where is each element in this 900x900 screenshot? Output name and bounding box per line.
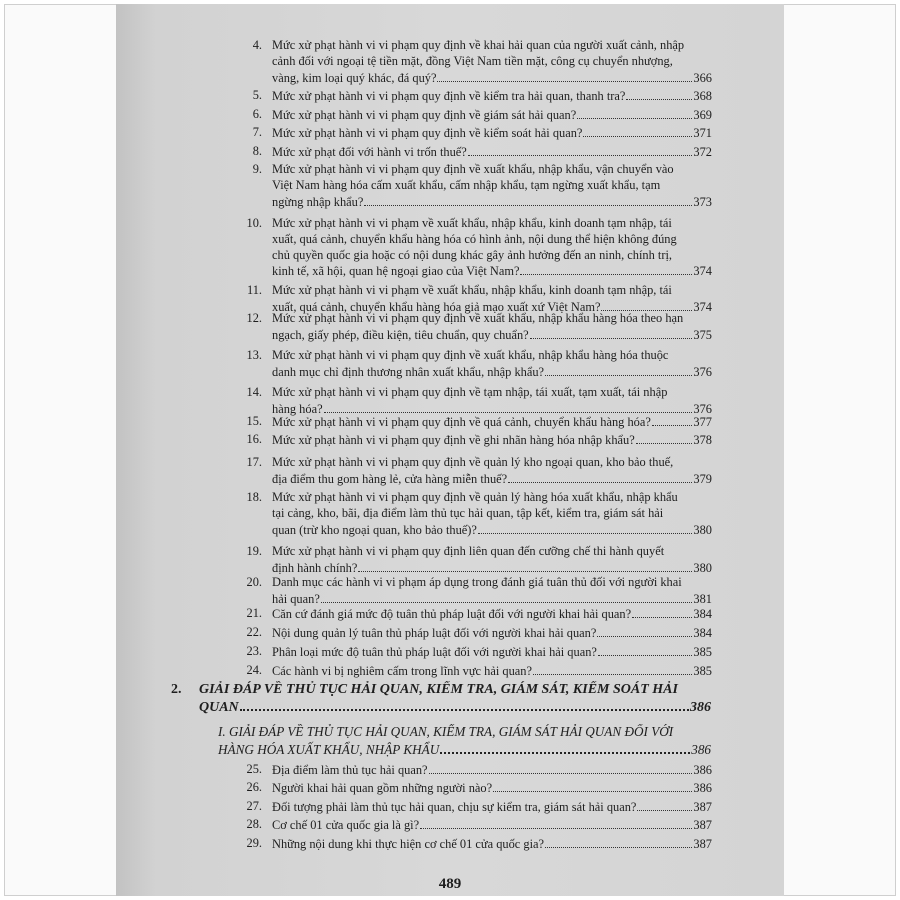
entry-line: Những nội dung khi thực hiện cơ chế 01 cửa quốc gia? — [272, 837, 545, 851]
entry-line: Mức xử phạt hành vi vi phạm quy định về xuất khẩu, nhập khẩu hàng hóa theo hạn — [272, 311, 684, 325]
dot-leader — [637, 799, 692, 811]
book-page — [116, 4, 784, 896]
entry-page: 385 — [693, 645, 712, 659]
entry-line: kinh tế, xã hội, quan hệ ngoại giao của Việt Nam? — [272, 264, 520, 279]
entry-last-line — [272, 70, 712, 86]
entry-last-line — [218, 741, 711, 758]
entry-text — [272, 125, 712, 141]
entry-text — [272, 216, 712, 279]
entry-line: chủ quyền quốc gia hoặc có nội dung khác gây ảnh hưởng đến an ninh, chính trị, — [272, 247, 673, 262]
entry-page: 384 — [693, 607, 712, 621]
entry-last-line — [272, 560, 712, 576]
entry-number: 18. — [246, 490, 262, 504]
entry-text — [272, 144, 712, 160]
entry-text — [272, 432, 712, 448]
dot-leader — [583, 125, 692, 137]
entry-number: 24. — [246, 663, 262, 677]
entry-last-line — [272, 522, 712, 538]
entry-text — [272, 490, 712, 537]
entry-text — [218, 724, 711, 757]
entry-line: Mức xử phạt hành vi vi phạm quy định về kiểm soát hải quan? — [272, 126, 583, 140]
entry-line: QUAN — [199, 700, 239, 715]
entry-text — [199, 681, 711, 715]
entry-line: cảnh đối với ngoại tệ tiền mặt, đồng Việt Nam tiền mặt, công cụ chuyển nhượng, — [272, 53, 673, 68]
entry-page: 386 — [693, 763, 712, 777]
dot-leader — [533, 663, 692, 675]
entry-line: HÀNG HÓA XUẤT KHẨU, NHẬP KHẨU — [218, 741, 440, 757]
entry-last-line — [272, 799, 712, 815]
dot-leader — [601, 299, 692, 311]
entry-number: 21. — [246, 606, 262, 620]
dot-leader — [597, 625, 692, 637]
entry-line: Mức xử phạt hành vi vi phạm quy định về giám sát hải quan? — [272, 108, 577, 122]
dot-leader — [632, 606, 692, 618]
entry-number: 16. — [246, 432, 262, 446]
entry-page: 377 — [693, 415, 712, 429]
dot-leader — [626, 88, 692, 100]
entry-line: Người khai hải quan gồm những người nào? — [272, 781, 493, 795]
entry-last-line — [272, 762, 712, 778]
entry-text — [272, 385, 712, 417]
entry-last-line — [272, 625, 712, 641]
entry-number: 12. — [246, 311, 262, 325]
entry-number: 2. — [171, 682, 182, 697]
entry-number: 6. — [252, 107, 262, 121]
dot-leader — [240, 698, 689, 711]
entry-line: Mức xử phạt hành vi vi phạm quy định về tạm nhập, tái xuất, tạm xuất, tái nhập — [272, 385, 668, 399]
dot-leader — [545, 364, 692, 376]
entry-line: địa điểm thu gom hàng lẻ, cửa hàng miễn thuế? — [272, 471, 508, 486]
entry-line: ngạch, giấy phép, điều kiện, tiêu chuẩn, quy chuẩn? — [272, 327, 529, 342]
entry-number: 25. — [246, 762, 262, 776]
entry-page: 379 — [693, 471, 712, 486]
dot-leader — [577, 107, 692, 119]
entry-page: 385 — [693, 664, 712, 678]
entry-last-line — [272, 817, 712, 833]
entry-page: 380 — [693, 522, 712, 537]
entry-number: 26. — [246, 780, 262, 794]
entry-line: Nội dung quản lý tuân thủ pháp luật đối với người khai hải quan? — [272, 626, 597, 640]
entry-page: 387 — [693, 800, 712, 814]
dot-leader — [321, 591, 693, 603]
entry-line: Mức xử phạt hành vi vi phạm quy định về quá cảnh, chuyển khẩu hàng hóa? — [272, 415, 651, 429]
entry-text — [272, 575, 712, 607]
entry-text — [272, 283, 712, 315]
entry-text — [272, 762, 712, 778]
dot-leader — [478, 522, 692, 534]
entry-line: Cơ chế 01 cửa quốc gia là gì? — [272, 818, 420, 832]
entry-last-line — [199, 698, 711, 715]
entry-page: 381 — [693, 591, 712, 606]
dot-leader — [545, 836, 692, 848]
entry-number: 20. — [246, 575, 262, 589]
entry-line: Mức xử phạt hành vi vi phạm về xuất khẩu, nhập khẩu, kinh doanh tạm nhập, tái — [272, 216, 672, 230]
entry-text — [272, 644, 712, 660]
entry-line: Địa điểm làm thủ tục hải quan? — [272, 763, 428, 777]
page-number: 489 — [438, 876, 462, 892]
entry-number: 13. — [246, 348, 262, 362]
entry-text — [272, 162, 712, 209]
entry-line: Căn cứ đánh giá mức độ tuân thủ pháp luật đối với người khai hải quan? — [272, 607, 632, 621]
entry-number: 22. — [246, 625, 262, 639]
entry-line: Mức xử phạt hành vi vi phạm quy định về khai hải quan của người xuất cảnh, nhập — [272, 38, 685, 52]
entry-text — [272, 606, 712, 622]
entry-last-line — [272, 780, 712, 796]
entry-line: Mức xử phạt hành vi vi phạm quy định về kiểm tra hải quan, thanh tra? — [272, 89, 626, 103]
entry-line: tại cảng, kho, bãi, địa điểm làm thủ tục hải quan, tập kết, kiểm tra, giám sát hải — [272, 505, 664, 520]
entry-page: 384 — [693, 626, 712, 640]
entry-line: Mức xử phạt hành vi vi phạm quy định về quản lý kho ngoại quan, kho bảo thuế, — [272, 455, 674, 469]
entry-last-line — [272, 125, 712, 141]
entry-text — [272, 455, 712, 487]
entry-page: 372 — [693, 145, 712, 159]
dot-leader — [429, 762, 693, 774]
entry-number: 11. — [246, 283, 262, 297]
entry-text — [272, 817, 712, 833]
entry-number: 14. — [246, 385, 262, 399]
entry-line: Việt Nam hàng hóa cấm xuất khẩu, cấm nhập khẩu, tạm ngừng xuất khẩu, tạm — [272, 177, 661, 192]
entry-text — [272, 311, 712, 343]
entry-line: danh mục chỉ định thương nhân xuất khẩu, nhập khẩu? — [272, 364, 545, 379]
entry-line: ngừng nhập khẩu? — [272, 194, 364, 209]
entry-page: 376 — [693, 364, 712, 379]
entry-line: Mức xử phạt hành vi vi phạm quy định về ghi nhãn hàng hóa nhập khẩu? — [272, 433, 635, 447]
entry-number: 27. — [246, 799, 262, 813]
entry-line: định hành chính? — [272, 560, 358, 575]
dot-leader — [437, 70, 692, 82]
dot-leader — [636, 432, 693, 444]
entry-line: Mức xử phạt hành vi vi phạm quy định liên quan đến cưỡng chế thi hành quyết — [272, 544, 665, 558]
entry-number: 4. — [252, 38, 262, 52]
entry-text — [272, 107, 712, 123]
entry-last-line — [272, 591, 712, 607]
entry-last-line — [272, 432, 712, 448]
entry-line: Danh mục các hành vi vi phạm áp dụng trong đánh giá tuân thủ đối với người khai — [272, 575, 682, 589]
entry-last-line — [272, 364, 712, 380]
entry-number: 5. — [252, 88, 262, 102]
entry-line: hàng hóa? — [272, 401, 323, 416]
entry-page: 380 — [693, 560, 712, 575]
entry-page: 378 — [693, 433, 712, 447]
entry-line: hải quan? — [272, 591, 320, 606]
entry-line: Các hành vi bị nghiêm cấm trong lĩnh vực hải quan? — [272, 664, 532, 678]
dot-leader — [468, 144, 693, 156]
entry-text — [272, 544, 712, 576]
entry-number: 23. — [246, 644, 262, 658]
entry-text — [272, 780, 712, 796]
entry-last-line — [272, 606, 712, 622]
entry-number: 19. — [246, 544, 262, 558]
entry-page: 386 — [691, 741, 711, 757]
entry-number: 15. — [246, 414, 262, 428]
entry-text — [272, 663, 712, 679]
entry-number: 9. — [252, 162, 262, 176]
dot-leader — [493, 780, 692, 792]
entry-text — [272, 88, 712, 104]
dot-leader — [364, 194, 692, 206]
entry-page: 386 — [693, 781, 712, 795]
entry-line: GIẢI ĐÁP VỀ THỦ TỤC HẢI QUAN, KIỂM TRA, GIÁM SÁT, KIỂM SOÁT HẢI — [199, 682, 678, 697]
dot-leader — [324, 401, 693, 413]
entry-number: 17. — [246, 455, 262, 469]
entry-last-line — [272, 414, 712, 430]
entry-last-line — [272, 836, 712, 852]
entry-text — [272, 348, 712, 380]
entry-text — [272, 625, 712, 641]
entry-page: 371 — [693, 126, 712, 140]
entry-page: 373 — [693, 194, 712, 209]
entry-last-line — [272, 263, 712, 279]
entry-number: 10. — [246, 216, 262, 230]
entry-last-line — [272, 471, 712, 487]
entry-line: quan (trừ kho ngoại quan, kho bảo thuế)? — [272, 522, 477, 537]
entry-line: xuất, quá cảnh, chuyển khẩu hàng hóa có hình ảnh, nội dung thể hiện không đúng — [272, 231, 677, 246]
entry-page: 369 — [693, 108, 712, 122]
entry-page: 366 — [693, 70, 712, 85]
entry-number: 8. — [252, 144, 262, 158]
entry-text — [272, 836, 712, 852]
dot-leader — [598, 644, 693, 656]
entry-number: 29. — [246, 836, 262, 850]
entry-number: 28. — [246, 817, 262, 831]
entry-page: 387 — [693, 837, 712, 851]
entry-number: 7. — [252, 125, 262, 139]
entry-last-line — [272, 144, 712, 160]
dot-leader — [652, 414, 693, 426]
entry-line: xuất, quá cảnh, chuyển khẩu hàng hóa giả mạo xuất xứ Việt Nam? — [272, 299, 601, 314]
entry-page: 386 — [690, 700, 711, 715]
entry-last-line — [272, 107, 712, 123]
dot-leader — [420, 817, 692, 829]
entry-page: 387 — [693, 818, 712, 832]
entry-page: 375 — [693, 327, 712, 342]
dot-leader — [530, 327, 693, 339]
entry-line: I. GIẢI ĐÁP VỀ THỦ TỤC HẢI QUAN, KIỂM TRA, GIÁM SÁT HẢI QUAN ĐỐI VỚI — [218, 724, 674, 739]
entry-text — [272, 414, 712, 430]
entry-page: 376 — [693, 401, 712, 416]
entry-page: 374 — [693, 299, 712, 314]
dot-leader — [358, 560, 692, 572]
entry-line: Mức xử phạt hành vi vi phạm quy định về xuất khẩu, nhập khẩu, vận chuyển vào — [272, 162, 674, 176]
entry-last-line — [272, 88, 712, 104]
entry-line: Mức xử phạt đối với hành vi trốn thuế? — [272, 145, 467, 159]
dot-leader — [508, 471, 692, 483]
dot-leader — [440, 741, 690, 754]
entry-line: Mức xử phạt hành vi vi phạm quy định về quản lý hàng hóa xuất khẩu, nhập khẩu — [272, 490, 678, 504]
entry-line: Mức xử phạt hành vi vi phạm quy định về xuất khẩu, nhập khẩu hàng hóa thuộc — [272, 348, 669, 362]
entry-last-line — [272, 644, 712, 660]
dot-leader — [520, 263, 692, 275]
entry-last-line — [272, 663, 712, 679]
entry-text — [272, 38, 712, 85]
entry-page: 374 — [693, 264, 712, 279]
entry-text — [272, 799, 712, 815]
entry-last-line — [272, 194, 712, 210]
entry-line: Phân loại mức độ tuân thủ pháp luật đối với người khai hải quan? — [272, 645, 597, 659]
entry-page: 368 — [693, 89, 712, 103]
entry-last-line — [272, 327, 712, 343]
entry-line: Mức xử phạt hành vi vi phạm về xuất khẩu, nhập khẩu, kinh doanh tạm nhập, tái — [272, 283, 672, 297]
entry-line: vàng, kim loại quý khác, đá quý? — [272, 70, 437, 85]
entry-line: Đối tượng phải làm thủ tục hải quan, chịu sự kiểm tra, giám sát hải quan? — [272, 800, 637, 814]
